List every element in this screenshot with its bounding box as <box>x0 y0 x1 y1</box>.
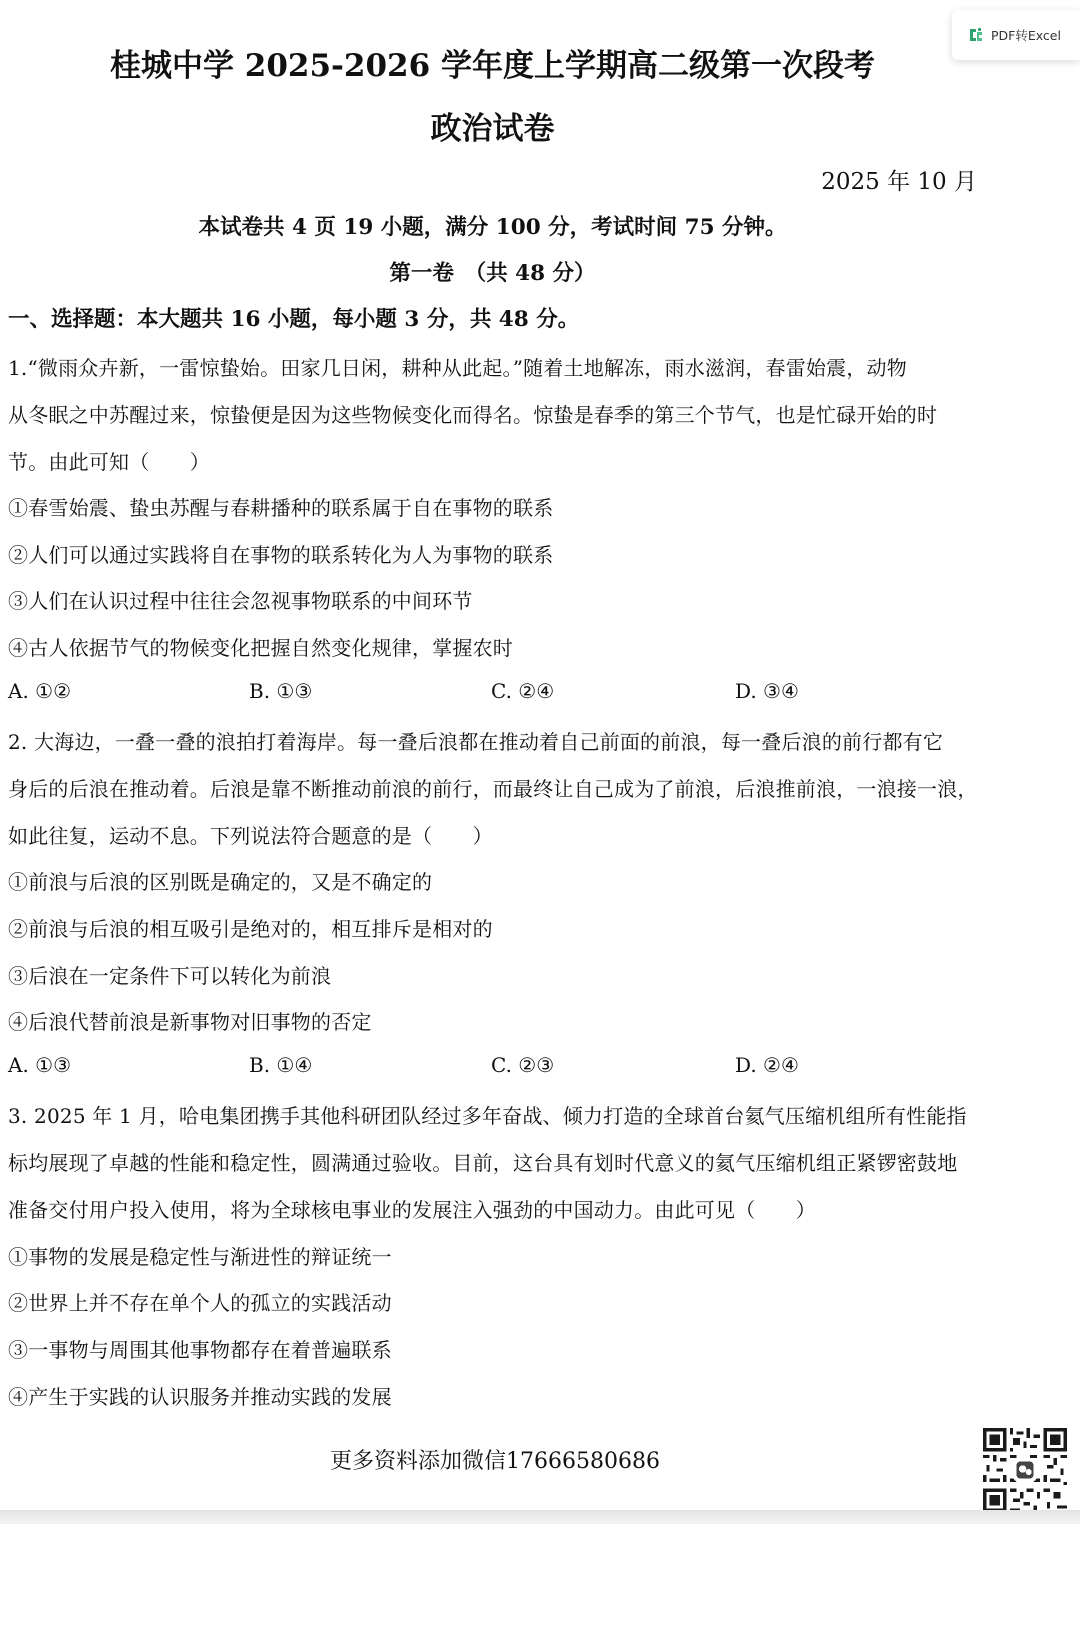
question-3-stem-line: 准备交付用户投入使用，将为全球核电事业的发展注入强劲的中国动力。由此可见（ ） <box>8 1198 816 1222</box>
question-2-answer-a: A. ①③ <box>8 1053 72 1077</box>
exam-title: 桂城中学 2025-2026 学年度上学期高二级第一次段考 <box>109 48 875 84</box>
question-2-stem-line: 2. 大海边，一叠一叠的浪拍打着海岸。每一叠后浪都在推动着自己前面的前浪，每一叠后浪的前行都有它 <box>8 730 944 754</box>
exam-date: 2025 年 10 月 <box>821 169 977 195</box>
question-1-option: ④古人依据节气的物候变化把握自然变化规律，掌握农时 <box>8 636 513 660</box>
question-1-option: ②人们可以通过实践将自在事物的联系转化为人为事物的联系 <box>8 543 554 567</box>
page-bottom-edge <box>0 1510 1080 1524</box>
pdf-to-excel-label: PDF转Excel <box>991 28 1061 43</box>
question-3-option: ①事物的发展是稳定性与渐进性的辩证统一 <box>8 1245 392 1269</box>
question-1-stem-line: 1.“微雨众卉新，一雷惊蛰始。田家几日闲，耕种从此起。”随着土地解冻，雨水滋润，春雷始震，动物 <box>8 356 907 380</box>
question-1-stem-line: 节。由此可知（ ） <box>8 450 210 474</box>
question-3-option: ④产生于实践的认识服务并推动实践的发展 <box>8 1385 392 1409</box>
question-1-answer-b: B. ①③ <box>249 679 313 703</box>
question-2-stem-line: 身后的后浪在推动着。后浪是靠不断推动前浪的前行，而最终让自己成为了前浪，后浪推前浪，一浪接一浪， <box>8 777 978 801</box>
section-heading: 一、选择题：本大题共 16 小题，每小题 3 分，共 48 分。 <box>8 307 580 332</box>
question-3-option: ③一事物与周围其他事物都存在着普遍联系 <box>8 1338 392 1362</box>
question-1-option: ①春雪始震、蛰虫苏醒与春耕播种的联系属于自在事物的联系 <box>8 496 554 520</box>
question-2-option: ③后浪在一定条件下可以转化为前浪 <box>8 964 332 988</box>
question-2-answer-d: D. ②④ <box>735 1053 799 1077</box>
question-2-answer-c: C. ②③ <box>491 1053 555 1077</box>
viewer-background <box>0 1524 1080 1639</box>
question-1-option: ③人们在认识过程中往往会忽视事物联系的中间环节 <box>8 589 473 613</box>
exam-subject: 政治试卷 <box>430 111 555 147</box>
question-3-option: ②世界上并不存在单个人的孤立的实践活动 <box>8 1291 392 1315</box>
question-1-answer-d: D. ③④ <box>735 679 799 703</box>
question-2-option: ②前浪与后浪的相互吸引是绝对的，相互排斥是相对的 <box>8 917 493 941</box>
question-3-stem-line: 3. 2025 年 1 月，哈电集团携手其他科研团队经过多年奋战、倾力打造的全球首台氦气压缩机组所有性能指 <box>8 1104 967 1128</box>
question-1-stem-line: 从冬眠之中苏醒过来，惊蛰便是因为这些物候变化而得名。惊蛰是春季的第三个节气，也是忙碌开始的时 <box>8 403 938 427</box>
question-2-answer-b: B. ①④ <box>249 1053 313 1077</box>
volume-heading: 第一卷 （共 48 分） <box>389 261 596 286</box>
question-2-stem-line: 如此往复，运动不息。下列说法符合题意的是（ ） <box>8 824 493 848</box>
question-1-answer-c: C. ②④ <box>491 679 555 703</box>
qr-code-icon <box>982 1428 1068 1512</box>
question-2-option: ④后浪代替前浪是新事物对旧事物的否定 <box>8 1010 372 1034</box>
question-1-answer-a: A. ①② <box>8 679 72 703</box>
question-2-option: ①前浪与后浪的区别既是确定的，又是不确定的 <box>8 870 433 894</box>
footer-contact: 更多资料添加微信17666580686 <box>330 1449 660 1474</box>
exam-summary: 本试卷共 4 页 19 小题，满分 100 分，考试时间 75 分钟。 <box>198 215 787 240</box>
question-3-stem-line: 标均展现了卓越的性能和稳定性，圆满通过验收。目前，这台具有划时代意义的氦气压缩机组正紧锣密鼓地 <box>8 1151 958 1175</box>
